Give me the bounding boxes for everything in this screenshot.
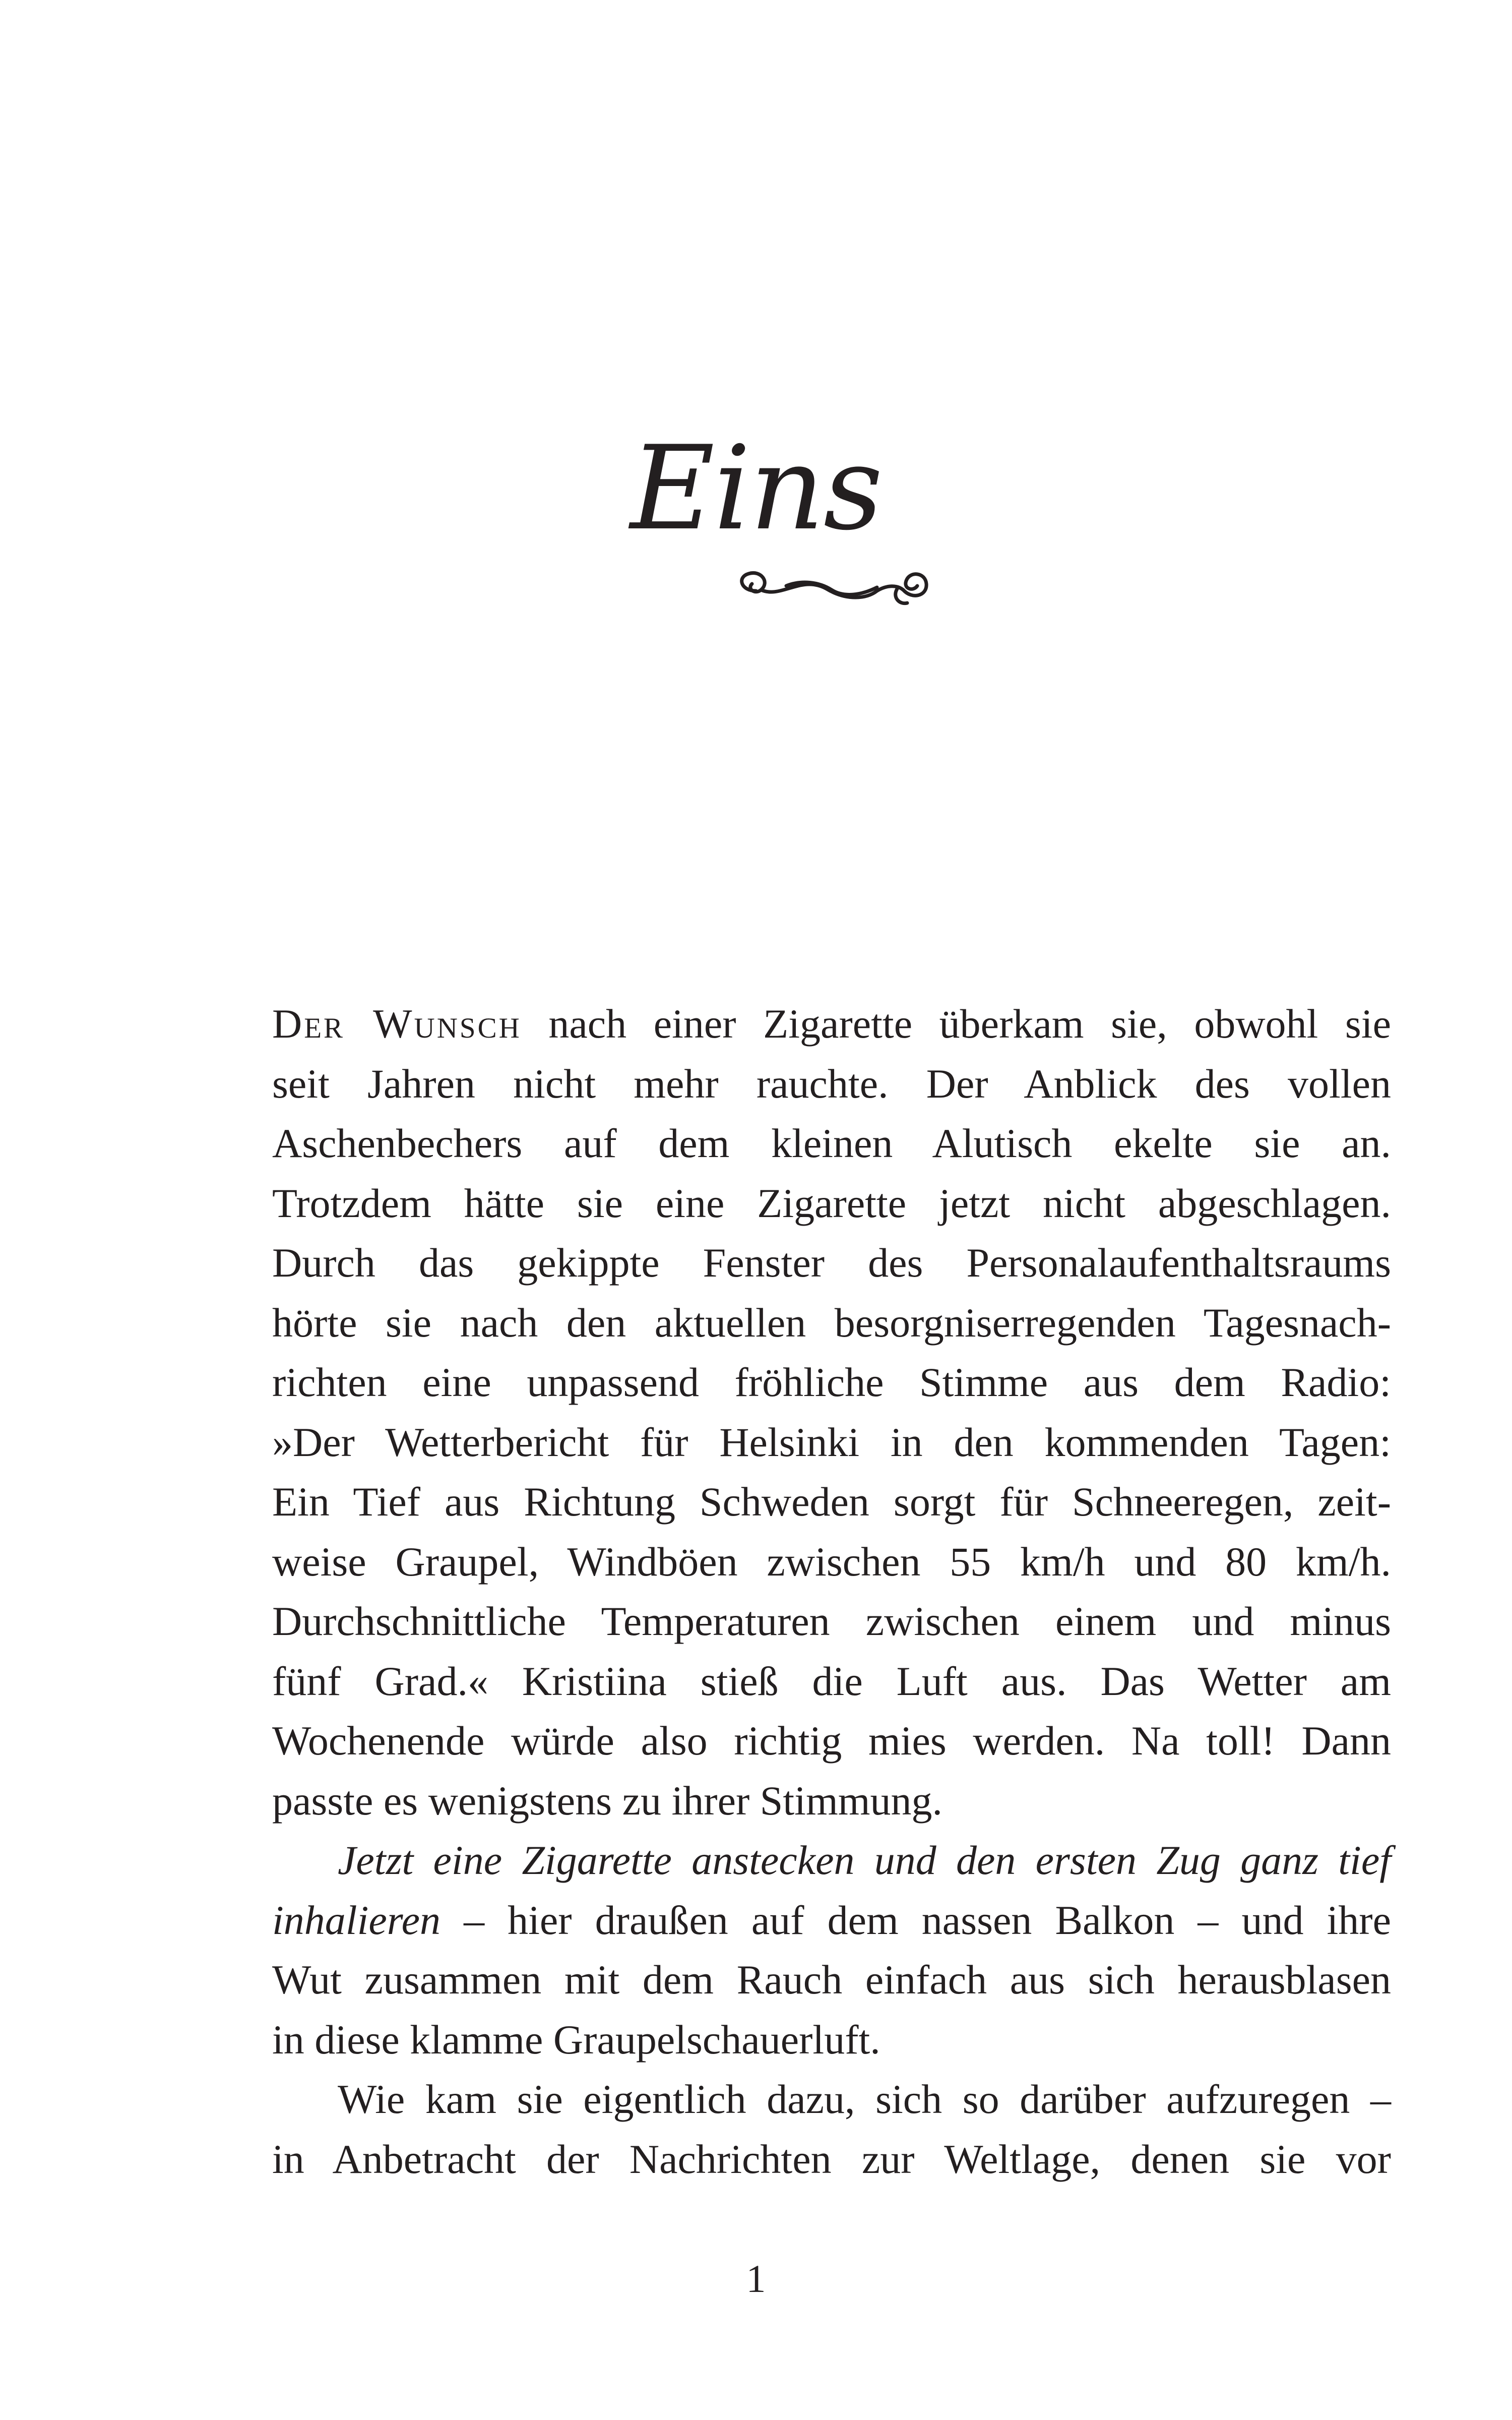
chapter-title: Eins bbox=[630, 421, 882, 556]
italic-word: inhalieren bbox=[272, 1897, 441, 1943]
page-number: 1 bbox=[746, 2257, 766, 2301]
italic-line: Jetzt eine Zigarette anstecken und den ersten Zug ganz tief bbox=[338, 1837, 1391, 1883]
lead-smallcaps: Der Wunsch bbox=[272, 1001, 522, 1047]
text-line: in Anbetracht der Nachrichten zur Weltlage, denen sie vor bbox=[272, 2136, 1391, 2182]
body-text bbox=[272, 994, 1391, 2189]
text-line: in diese klamme Graupelschauerluft. bbox=[272, 2016, 880, 2063]
text-line: seit Jahren nicht mehr rauchte. Der Anblick des vollen bbox=[272, 1060, 1391, 1107]
scroll-flourish-icon bbox=[726, 560, 937, 615]
text-line: – hier draußen auf dem nassen Balkon – und ihre bbox=[440, 1897, 1391, 1943]
text-line: Wie kam sie eigentlich dazu, sich so darüber aufzuregen – bbox=[338, 2076, 1391, 2122]
text-line: Durch das gekippte Fenster des Personalaufenthaltsraums bbox=[272, 1240, 1391, 1286]
text-line: nach einer Zigarette überkam sie, obwohl sie bbox=[521, 1001, 1391, 1047]
text-line: richten eine unpassend fröhliche Stimme aus dem Radio: bbox=[272, 1359, 1391, 1405]
text-line: hörte sie nach den aktuellen besorgniserregenden Tagesnach- bbox=[272, 1299, 1391, 1346]
text-line: »Der Wetterbericht für Helsinki in den kommenden Tagen: bbox=[272, 1419, 1391, 1465]
text-line: Durchschnittliche Temperaturen zwischen einem und minus bbox=[272, 1598, 1391, 1644]
paragraph bbox=[272, 2070, 1391, 2189]
text-line: fünf Grad.« Kristiina stieß die Luft aus. Das Wetter am bbox=[272, 1658, 1391, 1704]
text-line: Wochenende würde also richtig mies werden. Na toll! Dann bbox=[272, 1718, 1391, 1764]
text-line: weise Graupel, Windböen zwischen 55 km/h und 80 km/h. bbox=[272, 1538, 1391, 1585]
text-line: Wut zusammen mit dem Rauch einfach aus sich herausblasen bbox=[272, 1957, 1391, 2003]
text-line: passte es wenigstens zu ihrer Stimmung. bbox=[272, 1777, 943, 1824]
paragraph bbox=[272, 1831, 1391, 2070]
text-line: Aschenbechers auf dem kleinen Alutisch ekelte sie an. bbox=[272, 1120, 1391, 1166]
paragraph bbox=[272, 994, 1391, 1831]
text-line: Trotzdem hätte sie eine Zigarette jetzt nicht abgeschlagen. bbox=[272, 1180, 1391, 1226]
text-line: Ein Tief aus Richtung Schweden sorgt für Schneeregen, zeit- bbox=[272, 1479, 1391, 1525]
